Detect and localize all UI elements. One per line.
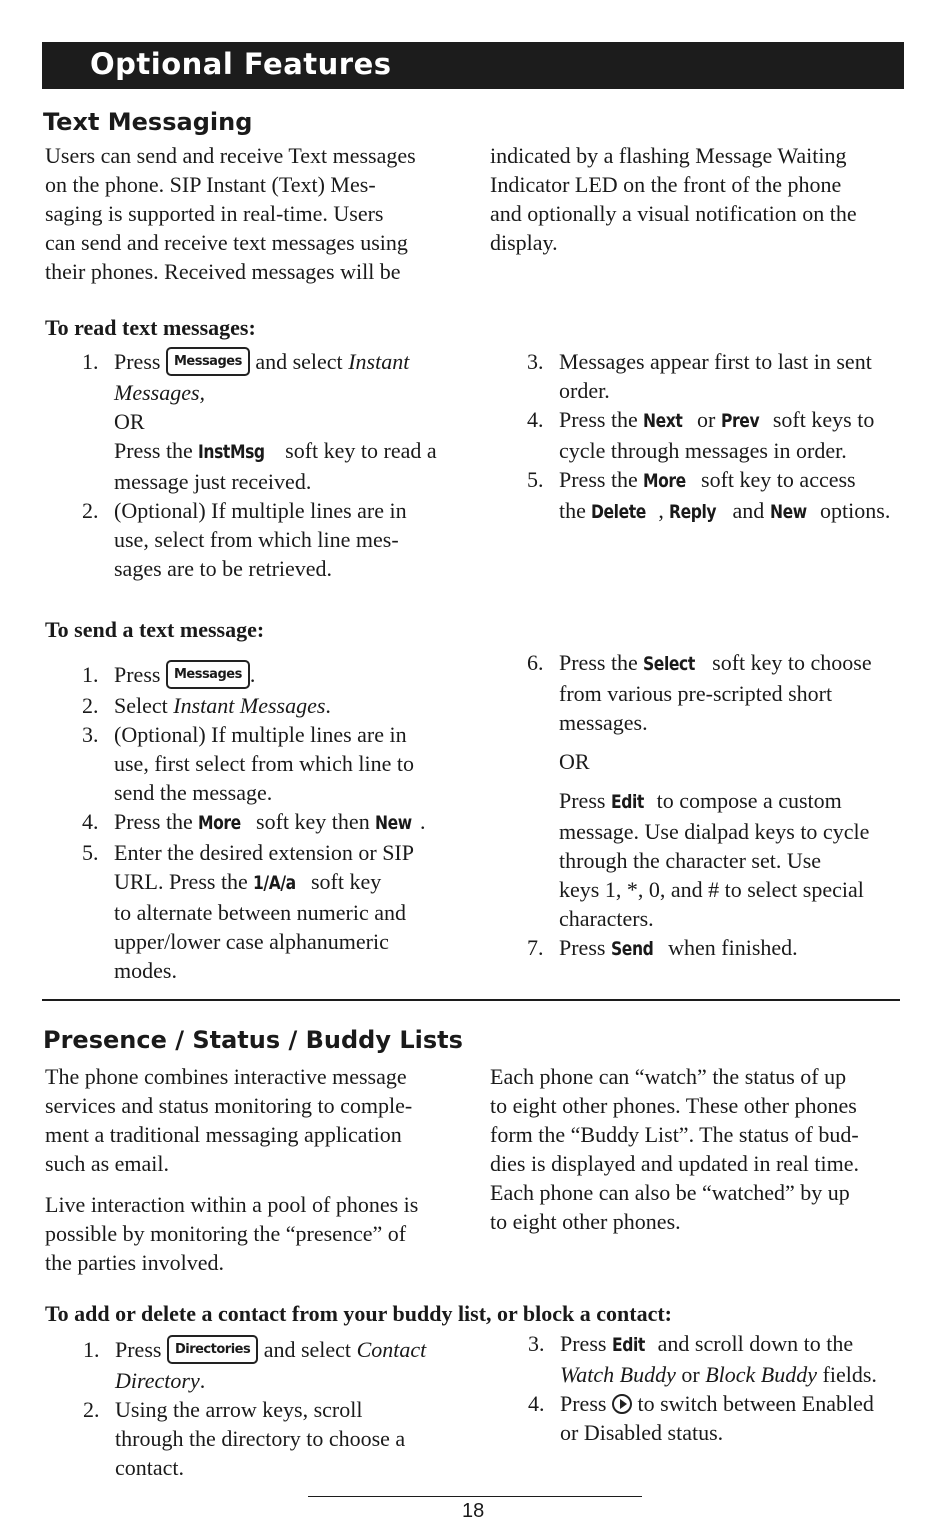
softkey-label: More [643, 470, 687, 492]
text-line: indicated by a flashing Message Waiting [490, 143, 847, 168]
text-messaging-intro-left [45, 141, 465, 286]
text-run: send the message. [114, 780, 273, 806]
text-run: use, first select from which line to [114, 751, 414, 777]
list-item [82, 660, 472, 691]
text-run: when finished. [668, 935, 798, 960]
softkey-label: Next [643, 410, 683, 432]
list-item [527, 465, 917, 527]
softkey-label: New [769, 501, 807, 523]
text-run: Instant [348, 349, 410, 374]
step-number: 1. [82, 662, 99, 687]
text-line: can send and receive text messages using [45, 230, 408, 255]
text-run: Using the arrow keys, scroll [115, 1397, 363, 1423]
softkey-label: Delete [591, 501, 647, 523]
step-number: 2. [82, 693, 99, 719]
text-run: from various pre-scripted short [559, 681, 833, 706]
text-run: fields. [822, 1362, 877, 1387]
text-line: Users can send and receive Text messages [45, 143, 416, 168]
step-number: 7. [527, 935, 544, 960]
text-run: use, select from which line mes- [114, 527, 399, 553]
text-run: OR [114, 409, 145, 435]
text-run: contact. [115, 1455, 185, 1481]
text-run: URL. Press the [114, 869, 248, 895]
step-number: 4. [527, 407, 544, 432]
text-run: . [420, 809, 426, 835]
directories-button-icon: Directories [167, 1335, 258, 1364]
text-run: . [249, 662, 256, 687]
text-run: Press the [559, 467, 638, 492]
step-number: 3. [82, 722, 99, 748]
text-line: The phone combines interactive message [45, 1064, 407, 1089]
text-run: or [681, 1362, 700, 1387]
text-line: ment a traditional messaging application [45, 1122, 402, 1147]
text-run: messages. [559, 710, 648, 735]
buddy-steps-right [528, 1329, 928, 1447]
text-run: Press [114, 349, 161, 374]
text-run: soft key [310, 869, 382, 895]
list-item [528, 1389, 928, 1447]
text-run: (Optional) If multiple lines are in [114, 722, 407, 748]
step-number: 5. [82, 840, 99, 866]
softkey-label: Select [643, 653, 696, 675]
text-run: . [325, 693, 331, 719]
presence-right-column [490, 1062, 920, 1236]
text-run: OR [559, 749, 590, 774]
text-line: and optionally a visual notification on the [490, 201, 857, 226]
text-run: . [199, 1368, 206, 1394]
text-run: order. [559, 378, 610, 403]
text-run: Messages, [114, 380, 206, 406]
send-steps-left [82, 660, 472, 985]
step-number: 3. [528, 1331, 545, 1356]
text-line: Live interaction within a pool of phones is [45, 1192, 419, 1217]
text-run: and scroll down to the [657, 1331, 854, 1356]
text-messaging-intro-right [490, 141, 910, 257]
softkey-label: Edit [611, 1334, 645, 1356]
section-divider [42, 999, 900, 1001]
text-run: the [559, 498, 586, 523]
text-run: message. Use dialpad keys to cycle [559, 819, 870, 844]
list-item [82, 691, 472, 720]
send-steps-right [527, 648, 927, 964]
text-run: modes. [114, 958, 177, 984]
text-line: Each phone can also be “watched” by up [490, 1180, 850, 1205]
read-steps-right [527, 347, 917, 527]
text-run: Press [114, 662, 161, 687]
page-title: Optional Features [90, 47, 392, 81]
text-run: Block Buddy [705, 1362, 818, 1387]
list-item [82, 347, 472, 496]
text-messaging-heading: Text Messaging [43, 108, 253, 136]
softkey-label: More [198, 812, 242, 835]
text-run: through the directory to choose a [115, 1426, 406, 1452]
list-item [527, 648, 927, 933]
text-run: or Disabled status. [560, 1420, 724, 1445]
buddy-list-label: To add or delete a contact from your buddy list, or block a contact: [45, 1301, 673, 1326]
list-item [83, 1395, 473, 1482]
step-number: 5. [527, 467, 544, 492]
step-number: 2. [83, 1397, 100, 1423]
text-run: soft key then [256, 809, 370, 835]
text-run: Press [560, 1331, 607, 1356]
text-run: Enter the desired extension or SIP [114, 840, 414, 866]
text-run: or [696, 407, 716, 432]
text-line: to eight other phones. These other phones [490, 1093, 857, 1118]
step-number: 2. [82, 498, 99, 524]
list-item [528, 1329, 928, 1389]
text-run: soft key to access [701, 467, 856, 492]
list-item [82, 807, 472, 838]
text-line: possible by monitoring the “presence” of [45, 1221, 407, 1246]
list-item [82, 720, 472, 807]
presence-heading: Presence / Status / Buddy Lists [43, 1026, 463, 1054]
softkey-label: 1/A/a [253, 872, 297, 895]
text-run: to switch between Enabled [637, 1391, 874, 1416]
softkey-label: InstMsg [198, 441, 266, 464]
text-run: message just received. [114, 469, 312, 495]
text-run: , [658, 498, 664, 523]
list-item [527, 933, 927, 964]
text-run: keys 1, *, 0, and # to select special [559, 877, 864, 902]
page-number: 18 [462, 1500, 485, 1522]
list-item [83, 1335, 473, 1395]
read-steps-left [82, 347, 472, 583]
text-run: Press [115, 1337, 162, 1362]
text-run: Press [559, 935, 606, 960]
text-run: Press the [114, 809, 193, 835]
text-run: characters. [559, 906, 654, 931]
text-run: soft key to read a [285, 438, 437, 464]
text-run: soft key to choose [712, 650, 872, 675]
softkey-label: Prev [720, 410, 759, 432]
list-item [82, 496, 472, 583]
text-run: to alternate between numeric and [114, 900, 406, 926]
text-line: Each phone can “watch” the status of up [490, 1064, 847, 1089]
step-number: 1. [82, 349, 99, 374]
text-run: and select [255, 349, 343, 374]
text-line: dies is displayed and updated in real time. [490, 1151, 860, 1176]
text-run: Directory [115, 1368, 200, 1394]
text-line: their phones. Received messages will be [45, 259, 401, 284]
text-line: such as email. [45, 1151, 170, 1176]
footer-rule [308, 1496, 642, 1497]
text-line: saging is supported in real-time. Users [45, 201, 384, 226]
step-number: 1. [83, 1337, 100, 1362]
softkey-label: New [375, 812, 412, 835]
text-run: Press the [559, 650, 638, 675]
list-item [527, 347, 917, 405]
messages-button-icon: Messages [166, 660, 250, 689]
text-run: Press the [559, 407, 638, 432]
text-run: Contact [356, 1337, 427, 1362]
text-line: the parties involved. [45, 1250, 225, 1275]
read-messages-label: To read text messages: [45, 315, 256, 340]
text-run: Instant Messages [173, 693, 326, 719]
text-line: display. [490, 230, 558, 255]
list-item [527, 405, 917, 465]
step-number: 4. [82, 809, 99, 835]
step-number: 3. [527, 349, 544, 374]
buddy-steps-left [83, 1335, 473, 1482]
text-run: Select [114, 693, 168, 719]
softkey-label: Send [610, 938, 654, 960]
text-run: through the character set. Use [559, 848, 822, 873]
text-run: and [732, 498, 765, 523]
text-line: Indicator LED on the front of the phone [490, 172, 842, 197]
text-run: and select [263, 1337, 352, 1362]
text-line: services and status monitoring to comple- [45, 1093, 413, 1118]
list-item [82, 838, 472, 985]
step-number: 4. [528, 1391, 545, 1416]
text-run: Messages appear first to last in sent [559, 349, 872, 374]
messages-button-icon: Messages [166, 347, 250, 376]
text-run: upper/lower case alphanumeric [114, 929, 389, 955]
text-run: options. [820, 498, 891, 523]
presence-left-column [45, 1062, 470, 1277]
text-run: to compose a custom [656, 788, 842, 813]
text-run: Press the [114, 438, 193, 464]
text-run: (Optional) If multiple lines are in [114, 498, 407, 524]
send-message-label: To send a text message: [45, 617, 265, 642]
text-run: soft keys to [772, 407, 875, 432]
text-run: Press [559, 788, 606, 813]
text-line: on the phone. SIP Instant (Text) Mes- [45, 172, 376, 197]
text-run: sages are to be retrieved. [114, 556, 333, 582]
softkey-label: Edit [610, 791, 644, 813]
text-run: cycle through messages in order. [559, 438, 847, 463]
text-run: Press [560, 1391, 607, 1416]
text-line: form the “Buddy List”. The status of bud- [490, 1122, 859, 1147]
step-number: 6. [527, 650, 544, 675]
softkey-label: Reply [669, 501, 717, 523]
text-line: to eight other phones. [490, 1209, 681, 1234]
text-run: Watch Buddy [560, 1362, 676, 1387]
right-arrow-key-icon [612, 1394, 632, 1414]
